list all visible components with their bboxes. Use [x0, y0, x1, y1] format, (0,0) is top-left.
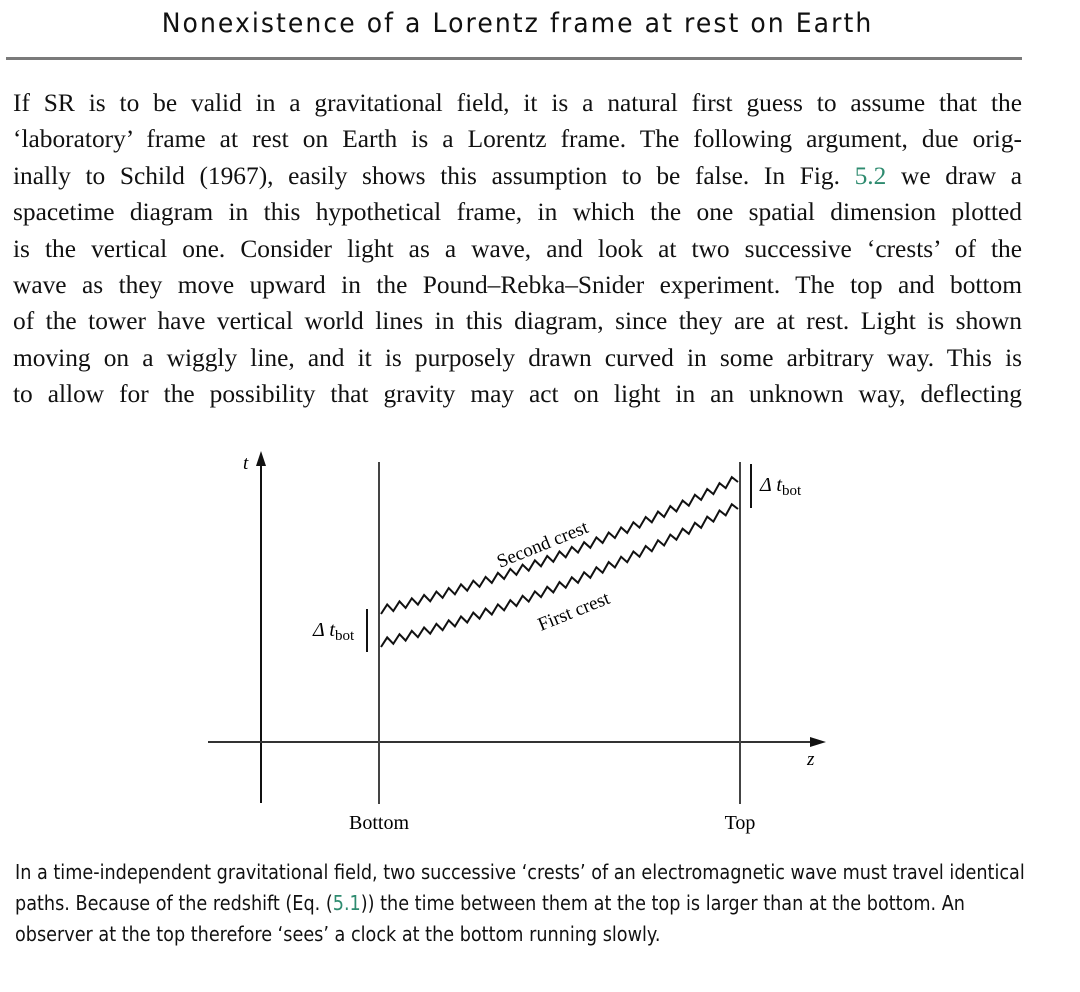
delta-bottom-label — [312, 619, 355, 644]
body-line: is the vertical one. Consider light as a wave, and look at two successive ‘crests’ of the — [13, 234, 1022, 263]
delta-symbol: Δ t — [313, 619, 335, 641]
body-line: moving on a wiggly line, and it is purposely drawn curved in some arbitrary way. This is — [13, 343, 1022, 372]
delta-symbol: Δ t — [760, 474, 782, 496]
body-line: ‘laboratory’ frame at rest on Earth is a Lorentz frame. The following argument, due orig- — [13, 125, 1022, 154]
section-title: Nonexistence of a Lorentz frame at rest on Earth — [161, 8, 874, 39]
body-line: If SR is to be valid in a gravitational field, it is a natural first guess to assume that the — [13, 89, 1022, 117]
body-line-text: inally to Schild (1967), easily shows this assumption to be false. In Fig. — [13, 161, 840, 190]
body-line: wave as they move upward in the Pound–Rebka–Snider experiment. The top and bottom — [13, 271, 1022, 300]
title-rule — [6, 57, 1022, 60]
bottom-label: Bottom — [348, 812, 410, 834]
t-axis-arrow-icon — [256, 451, 266, 466]
body-paragraph — [13, 85, 1022, 413]
delta-subscript: bot — [781, 483, 802, 499]
delta-top-label — [759, 474, 802, 499]
body-line-with-ref — [13, 158, 1022, 194]
equation-ref-link[interactable]: 5.1 — [332, 891, 361, 915]
first-crest-label: First crest — [535, 587, 613, 636]
body-line: spacetime diagram in this hypothetical frame, in which the one spatial dimension plotted — [13, 198, 1022, 227]
top-label: Top — [724, 812, 756, 834]
z-axis-label: z — [807, 749, 815, 770]
delta-subscript: bot — [334, 628, 355, 644]
caption-text: In a time-independent gravitational field, two successive ‘crests’ of an electromagnetic wave must travel identical paths. Because of the redshift (Eq. ( — [15, 860, 1025, 915]
t-axis-label: t — [243, 453, 249, 474]
spacetime-diagram — [0, 440, 1080, 840]
figure-ref-link[interactable]: 5.2 — [854, 161, 887, 190]
body-line: of the tower have vertical world lines in this diagram, since they are at rest. Light is shown — [13, 307, 1022, 336]
caption-text-end: )) the time between them at the top is larger than at the bottom. An observer at the top therefore ‘sees’ a clock at the bottom running slowly. — [15, 891, 965, 946]
body-line: to allow for the possibility that gravity may act on light in an unknown way, deflecting — [13, 380, 1022, 409]
body-line-tail: we draw a — [901, 161, 1022, 190]
z-axis-arrow-icon — [810, 737, 826, 747]
figure-caption — [15, 857, 1026, 950]
second-crest-label: Second crest — [494, 516, 592, 573]
